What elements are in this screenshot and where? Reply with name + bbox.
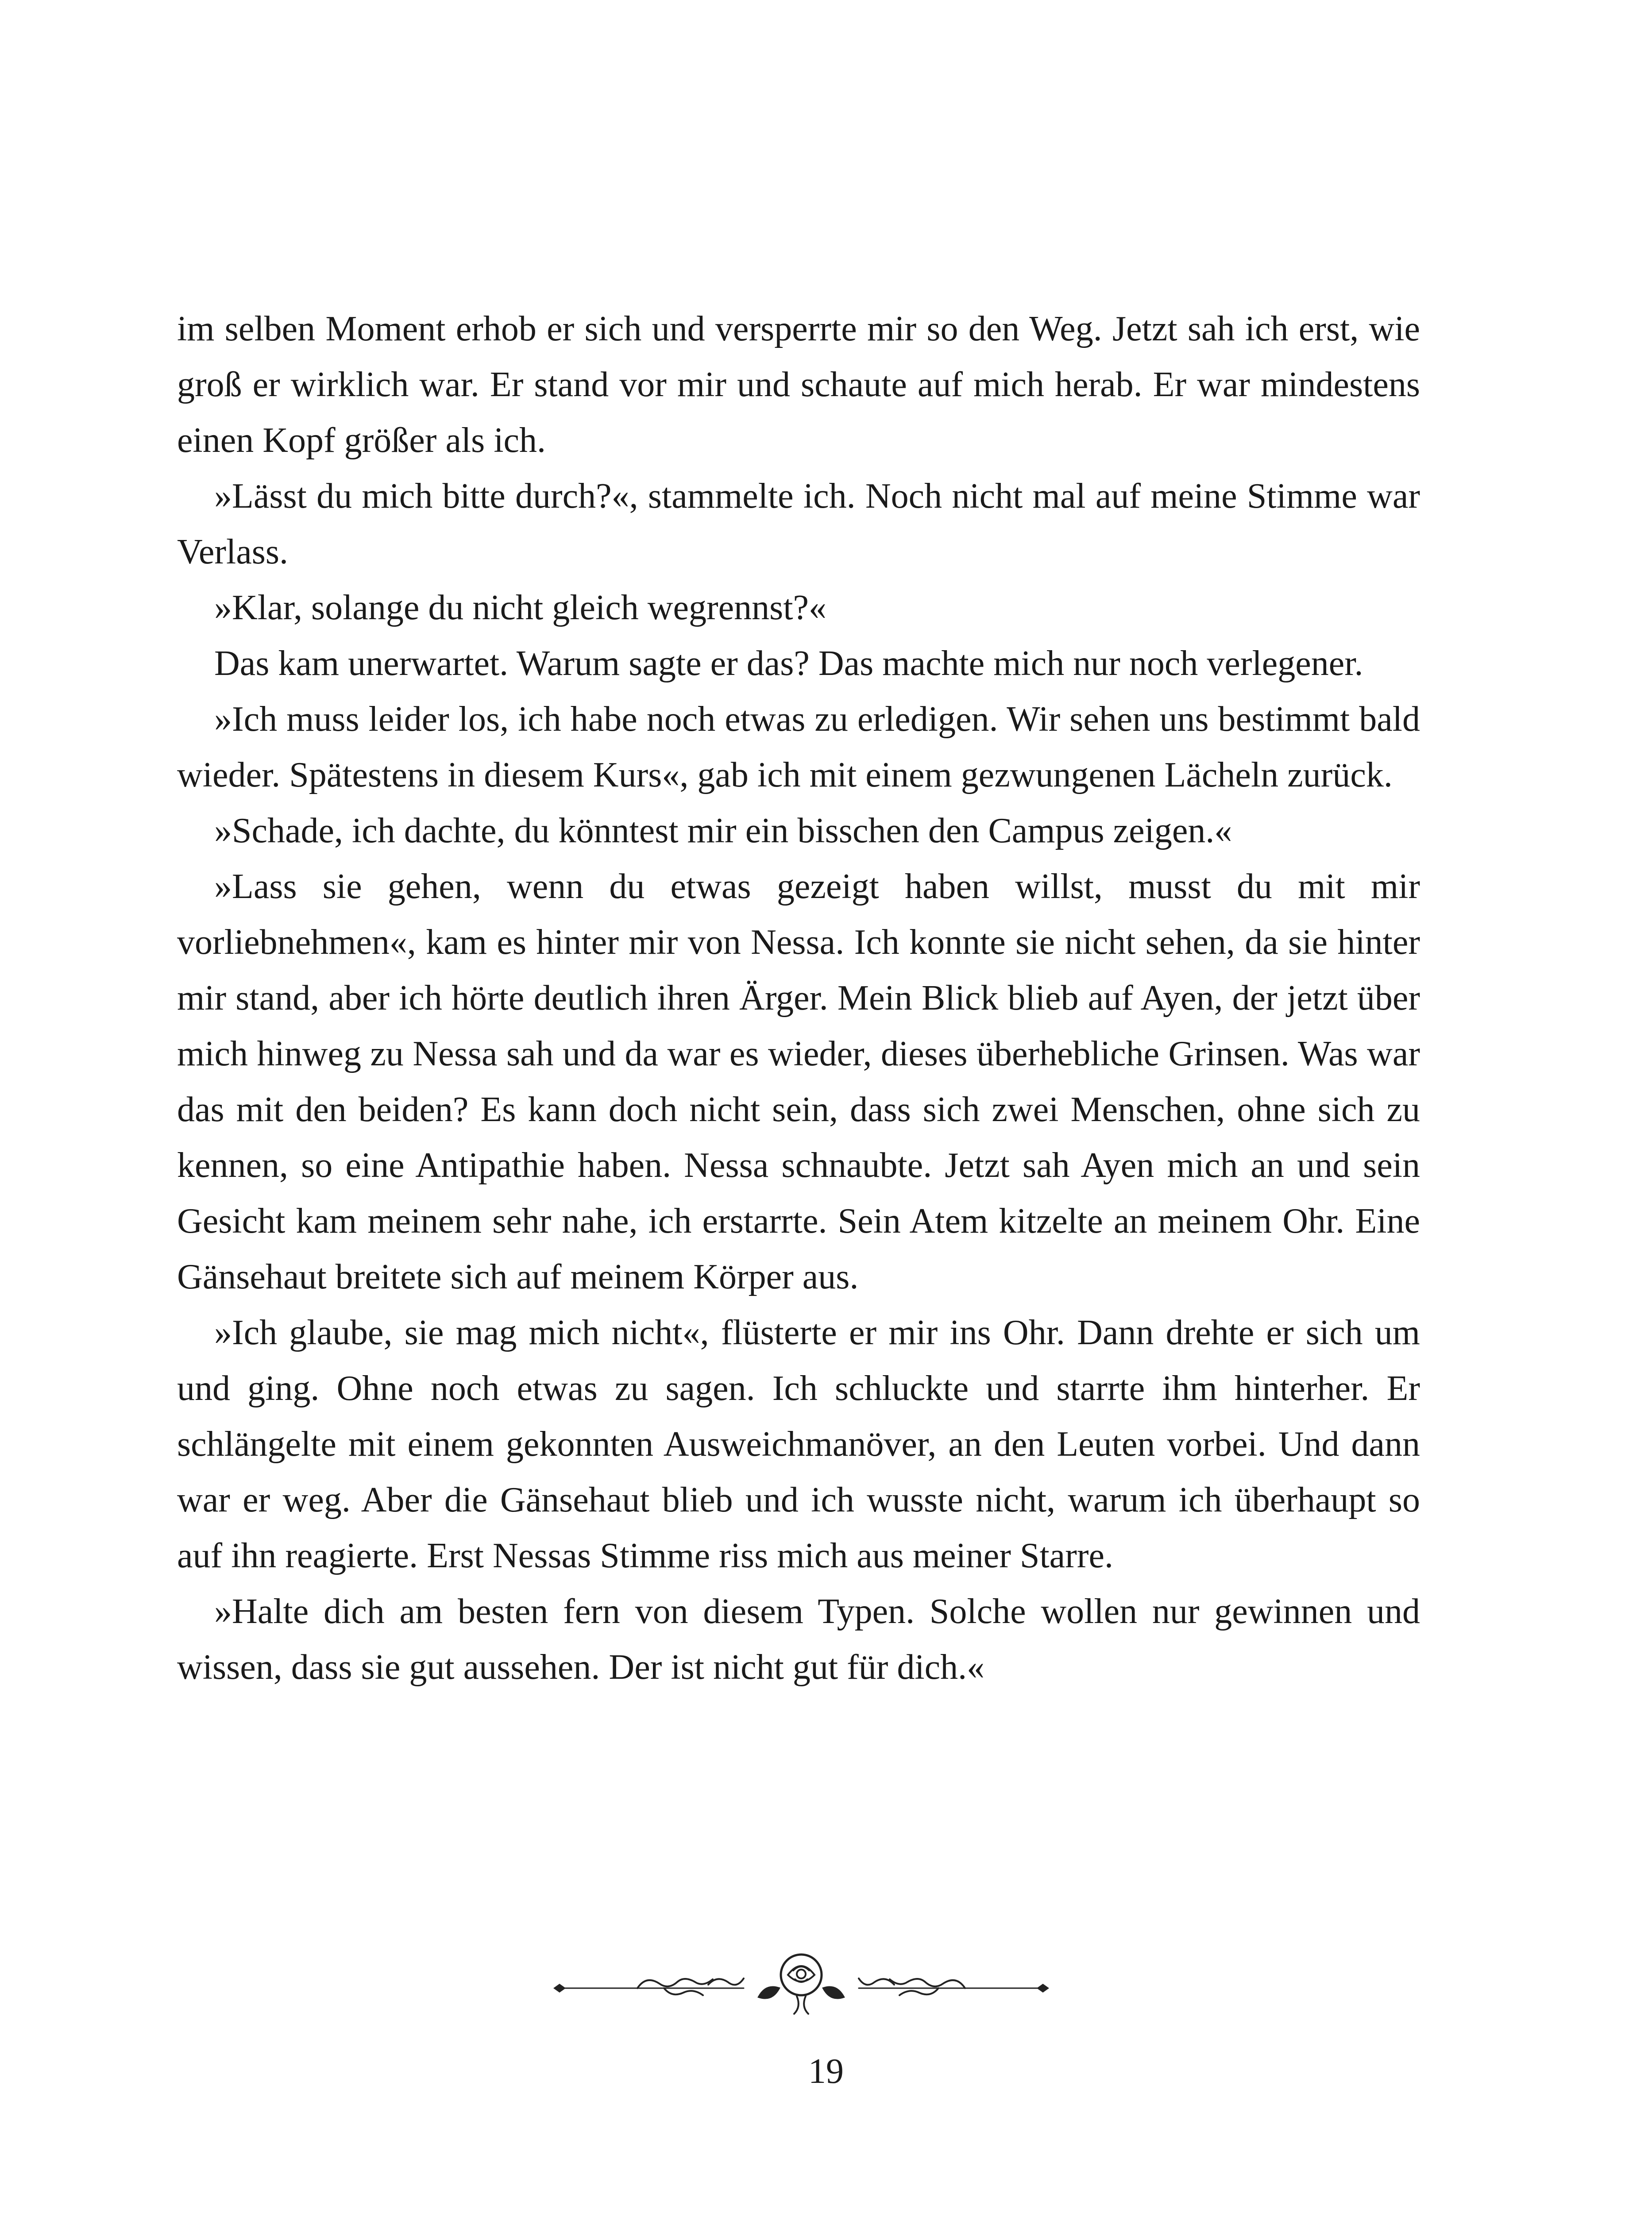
paragraph-3: »Klar, solange du nicht gleich wegrennst?« <box>214 588 827 627</box>
paragraph-9: »Halte dich am besten fern von diesem Typen. Solche wollen nur gewinnen und wissen, dass sie gut aussehen. Der ist nicht gut für dich.« <box>177 1592 1420 1687</box>
paragraph-4: Das kam unerwartet. Warum sagte er das? Das machte mich nur noch verlegener. <box>214 644 1363 683</box>
paragraph-7: »Lass sie gehen, wenn du etwas gezeigt haben willst, musst du mit mir vorliebnehmen«, kam es hinter mir von Nessa. Ich konnte sie nicht sehen, da sie hinter mir stand, aber ich hörte deutlich ihren Ärger. Mein Blick blieb auf Ayen, der jetzt über mich hinweg zu Nessa sah und da war es wieder, dieses überhebliche Grinsen. Was war das mit den beiden? Es kann doch nicht sein, dass sich zwei Menschen, ohne sich zu kennen, so eine Antipathie haben. Nessa schnaubte. Jetzt sah Ayen mich an und sein Gesicht kam meinem sehr nahe, ich erstarrte. Sein Atem kitzelte an meinem Ohr. Eine Gänsehaut breitete sich auf meinem Körper aus. <box>177 867 1420 1296</box>
paragraph-2: »Lässt du mich bitte durch?«, stammelte ich. Noch nicht mal auf meine Stimme war Verlass. <box>177 477 1420 571</box>
body-text <box>177 301 1420 1695</box>
paragraph-6: »Schade, ich dachte, du könntest mir ein bisschen den Campus zeigen.« <box>214 811 1232 850</box>
paragraph-1: im selben Moment erhob er sich und versperrte mir so den Weg. Jetzt sah ich erst, wie groß er wirklich war. Er stand vor mir und schaute auf mich herab. Er war mindestens einen Kopf größer als ich. <box>177 309 1420 460</box>
rose-divider-icon <box>549 1947 1054 2018</box>
paragraph-8: »Ich glaube, sie mag mich nicht«, flüsterte er mir ins Ohr. Dann drehte er sich um und ging. Ohne noch etwas zu sagen. Ich schluckte und starrte ihm hinterher. Er schlängelte mit einem gekonnten Ausweichmanöver, an den Leuten vorbei. Und dann war er weg. Aber die Gänsehaut blieb und ich wusste nicht, warum ich überhaupt so auf ihn reagierte. Erst Nessas Stimme riss mich aus meiner Starre. <box>177 1313 1420 1575</box>
paragraph-5: »Ich muss leider los, ich habe noch etwas zu erledigen. Wir sehen uns bestimmt bald wieder. Spätestens in diesem Kurs«, gab ich mit einem gezwungenen Lächeln zurück. <box>177 700 1420 794</box>
page-number: 19 <box>808 2052 844 2091</box>
